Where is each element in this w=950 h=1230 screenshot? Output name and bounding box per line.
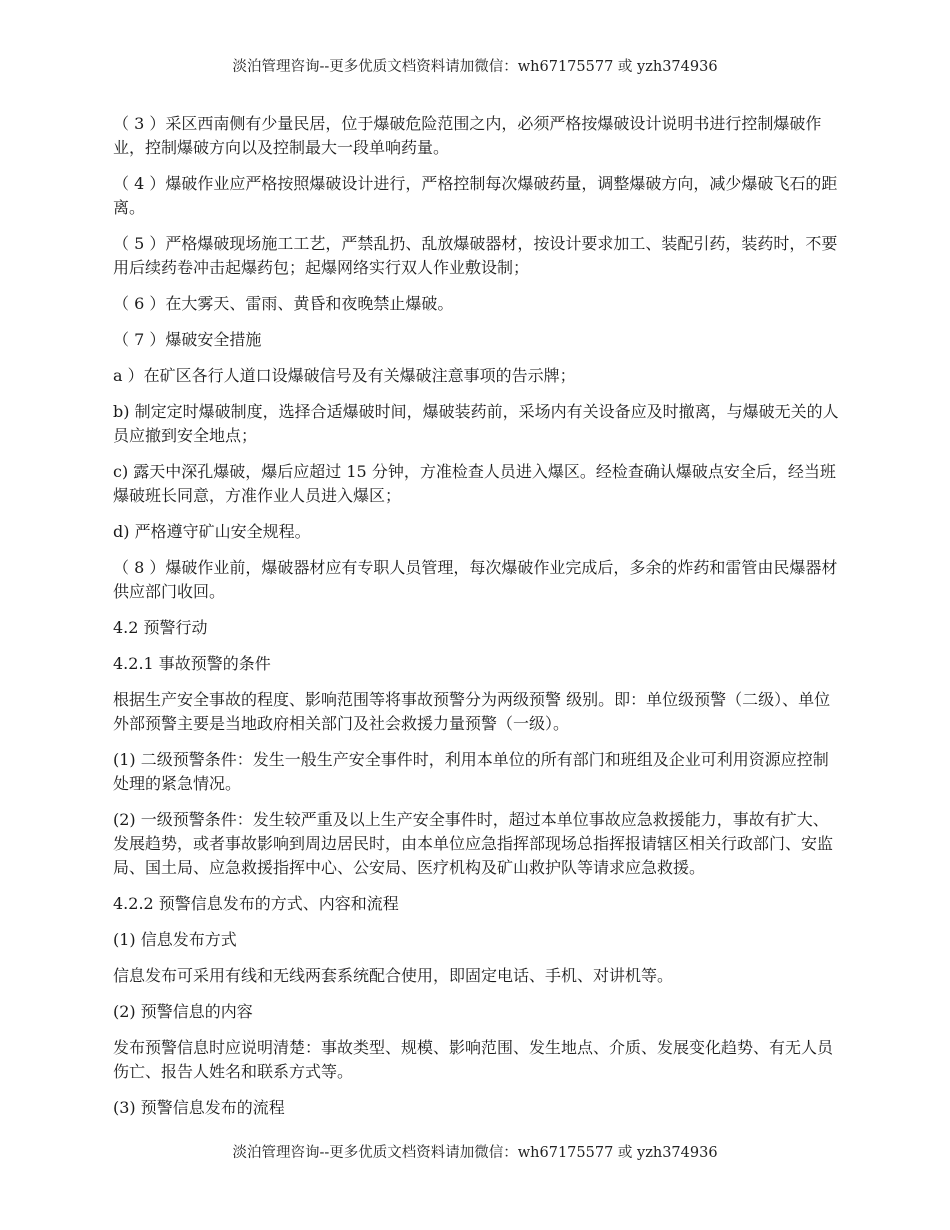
section-heading-4-2-1: 4.2.1 事故预警的条件 [113, 654, 271, 673]
paragraph-measure-b: b) 制定定时爆破制度，选择合适爆破时间，爆破装药前，采场内有关设备应及时撤离，与爆破无关的人员应撤到安全地点； [113, 402, 839, 445]
paragraph-measure-d: d) 严格遵守矿山安全规程。 [113, 522, 311, 541]
subheading-release-process: (3) 预警信息发布的流程 [113, 1098, 285, 1117]
paragraph-measure-c: c) 露天中深孔爆破，爆后应超过 15 分钟，方准检查人员进入爆区。经检查确认爆破点安全后，经当班爆破班长同意，方准作业人员进入爆区； [113, 462, 836, 505]
paragraph-blasting-item-5: （ 5 ）严格爆破现场施工工艺，严禁乱扔、乱放爆破器材，按设计要求加工、装配引药，装药时，不要用后续药卷冲击起爆药包；起爆网络实行双人作业敷设制； [113, 234, 838, 277]
subheading-warning-content: (2) 预警信息的内容 [113, 1002, 253, 1021]
paragraph-blasting-item-6: （ 6 ）在大雾天、雷雨、黄昏和夜晚禁止爆破。 [113, 294, 454, 313]
paragraph-measure-a: a ）在矿区各行人道口设爆破信号及有关爆破注意事项的告示牌； [113, 366, 576, 385]
document-body [113, 112, 843, 1132]
paragraph-blasting-item-4: （ 4 ）爆破作业应严格按照爆破设计进行，严格控制每次爆破药量，调整爆破方向，减少爆破飞石的距离。 [113, 174, 838, 217]
paragraph-blasting-item-3: （ 3 ）采区西南侧有少量民居，位于爆破危险范围之内，必须严格按爆破设计说明书进行控制爆破作业，控制爆破方向以及控制最大一段单响药量。 [113, 114, 822, 157]
page-header: 淡泊管理咨询--更多优质文档资料请加微信：wh67175577 或 yzh374936 [232, 59, 718, 75]
paragraph-blasting-item-8: （ 8 ）爆破作业前，爆破器材应有专职人员管理，每次爆破作业完成后，多余的炸药和雷管由民爆器材供应部门收回。 [113, 558, 838, 601]
paragraph-warning-levels: 根据生产安全事故的程度、影响范围等将事故预警分为两级预警 级别。即：单位级预警（二级）、单位外部预警主要是当地政府相关部门及社会救援力量预警（一级）。 [113, 690, 831, 733]
paragraph-level-2-condition: (1) 二级预警条件：发生一般生产安全事件时，利用本单位的所有部门和班组及企业可利用资源应控制处理的紧急情况。 [113, 750, 829, 793]
paragraph-release-method: 信息发布可采用有线和无线两套系统配合使用，即固定电话、手机、对讲机等。 [113, 966, 674, 985]
paragraph-warning-content: 发布预警信息时应说明清楚：事故类型、规模、影响范围、发生地点、介质、发展变化趋势、有无人员伤亡、报告人姓名和联系方式等。 [113, 1038, 834, 1081]
section-heading-4-2: 4.2 预警行动 [113, 618, 208, 637]
subheading-release-method: (1) 信息发布方式 [113, 930, 237, 949]
paragraph-level-1-condition: (2) 一级预警条件：发生较严重及以上生产安全事件时，超过本单位事故应急救援能力，事故有扩大、发展趋势，或者事故影响到周边居民时，由本单位应急指挥部现场总指挥报请辖区相关行政部门、安监局、国土局、应急救援指挥中心、公安局、医疗机构及矿山救护队等请求应急救援。 [113, 810, 834, 877]
page-footer: 淡泊管理咨询--更多优质文档资料请加微信：wh67175577 或 yzh374936 [232, 1145, 718, 1161]
section-heading-4-2-2: 4.2.2 预警信息发布的方式、内容和流程 [113, 894, 399, 913]
paragraph-blasting-item-7: （ 7 ）爆破安全措施 [113, 330, 262, 349]
